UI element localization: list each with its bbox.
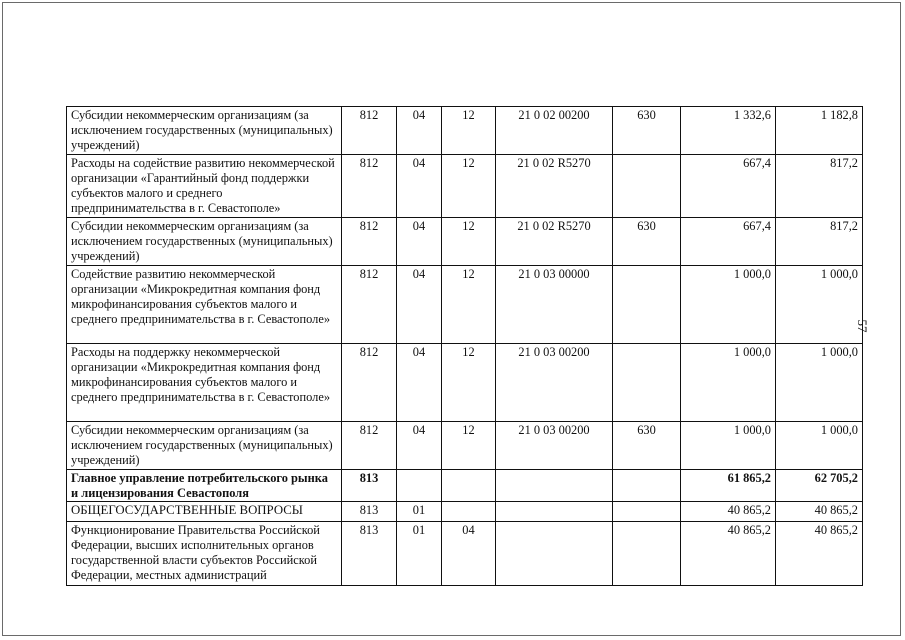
cell-subsection: 12 — [442, 218, 496, 266]
cell-subsection — [442, 502, 496, 522]
cell-sum-year2: 1 000,0 — [776, 266, 863, 344]
cell-target-article: 21 0 03 00200 — [496, 344, 613, 422]
cell-target-article — [496, 522, 613, 586]
cell-expense-type — [613, 344, 681, 422]
cell-subsection: 12 — [442, 107, 496, 155]
budget-table — [66, 106, 863, 586]
cell-section: 04 — [397, 266, 442, 344]
cell-name: Субсидии некоммерческим организациям (за исключением государственных (муниципальных) учреждений) — [67, 107, 342, 155]
cell-sum-year2: 62 705,2 — [776, 470, 863, 502]
cell-section: 01 — [397, 522, 442, 586]
cell-ministry: 812 — [342, 155, 397, 218]
table-row — [67, 218, 863, 266]
cell-sum-year1: 1 000,0 — [681, 422, 776, 470]
cell-ministry: 812 — [342, 218, 397, 266]
cell-name: Функционирование Правительства Российской Федерации, высших исполнительных органов государственной власти субъектов Российской Федерации, местных администраций — [67, 522, 342, 586]
cell-name: Главное управление потребительского рынка и лицензирования Севастополя — [67, 470, 342, 502]
cell-sum-year1: 1 000,0 — [681, 266, 776, 344]
cell-subsection — [442, 470, 496, 502]
cell-expense-type: 630 — [613, 218, 681, 266]
cell-sum-year1: 61 865,2 — [681, 470, 776, 502]
cell-sum-year2: 1 000,0 — [776, 344, 863, 422]
table-row — [67, 344, 863, 422]
cell-name: Расходы на содействие развитию некоммерческой организации «Гарантийный фонд поддержки субъектов малого и среднего предпринимательства в г. Севастополе» — [67, 155, 342, 218]
table-body — [67, 107, 863, 586]
cell-target-article: 21 0 02 R5270 — [496, 218, 613, 266]
cell-sum-year1: 1 000,0 — [681, 344, 776, 422]
cell-name: ОБЩЕГОСУДАРСТВЕННЫЕ ВОПРОСЫ — [67, 502, 342, 522]
table-row — [67, 266, 863, 344]
cell-section: 01 — [397, 502, 442, 522]
cell-expense-type: 630 — [613, 107, 681, 155]
cell-sum-year1: 667,4 — [681, 218, 776, 266]
cell-sum-year2: 817,2 — [776, 155, 863, 218]
cell-ministry: 813 — [342, 522, 397, 586]
cell-name: Расходы на поддержку некоммерческой организации «Микрокредитная компания фонд микрофинансирования субъектов малого и среднего предпринимательства в г. Севастополе» — [67, 344, 342, 422]
cell-sum-year2: 817,2 — [776, 218, 863, 266]
cell-name: Содействие развитию некоммерческой организации «Микрокредитная компания фонд микрофинансирования субъектов малого и среднего предпринимательства в г. Севастополе» — [67, 266, 342, 344]
cell-subsection: 12 — [442, 344, 496, 422]
cell-subsection: 12 — [442, 155, 496, 218]
cell-subsection: 04 — [442, 522, 496, 586]
cell-target-article: 21 0 03 00200 — [496, 422, 613, 470]
cell-sum-year1: 1 332,6 — [681, 107, 776, 155]
cell-sum-year1: 667,4 — [681, 155, 776, 218]
table-row — [67, 522, 863, 586]
cell-sum-year2: 40 865,2 — [776, 522, 863, 586]
cell-name: Субсидии некоммерческим организациям (за исключением государственных (муниципальных) учреждений) — [67, 422, 342, 470]
cell-expense-type — [613, 155, 681, 218]
cell-subsection: 12 — [442, 266, 496, 344]
page-number: 57 — [855, 319, 870, 333]
table-row — [67, 502, 863, 522]
table-row — [67, 155, 863, 218]
cell-sum-year2: 1 000,0 — [776, 422, 863, 470]
cell-ministry: 813 — [342, 502, 397, 522]
cell-expense-type: 630 — [613, 422, 681, 470]
cell-ministry: 812 — [342, 266, 397, 344]
cell-section: 04 — [397, 155, 442, 218]
cell-section: 04 — [397, 344, 442, 422]
cell-name: Субсидии некоммерческим организациям (за исключением государственных (муниципальных) учреждений) — [67, 218, 342, 266]
cell-ministry: 812 — [342, 422, 397, 470]
cell-expense-type — [613, 266, 681, 344]
cell-target-article: 21 0 02 R5270 — [496, 155, 613, 218]
cell-expense-type — [613, 470, 681, 502]
table-row — [67, 422, 863, 470]
cell-expense-type — [613, 502, 681, 522]
cell-section: 04 — [397, 422, 442, 470]
cell-section — [397, 470, 442, 502]
cell-ministry: 812 — [342, 107, 397, 155]
cell-expense-type — [613, 522, 681, 586]
table-row — [67, 470, 863, 502]
cell-ministry: 812 — [342, 344, 397, 422]
cell-target-article: 21 0 03 00000 — [496, 266, 613, 344]
cell-ministry: 813 — [342, 470, 397, 502]
cell-sum-year2: 40 865,2 — [776, 502, 863, 522]
cell-section: 04 — [397, 107, 442, 155]
cell-section: 04 — [397, 218, 442, 266]
cell-sum-year2: 1 182,8 — [776, 107, 863, 155]
cell-target-article: 21 0 02 00200 — [496, 107, 613, 155]
cell-sum-year1: 40 865,2 — [681, 522, 776, 586]
cell-target-article — [496, 470, 613, 502]
cell-subsection: 12 — [442, 422, 496, 470]
cell-sum-year1: 40 865,2 — [681, 502, 776, 522]
cell-target-article — [496, 502, 613, 522]
table-row — [67, 107, 863, 155]
